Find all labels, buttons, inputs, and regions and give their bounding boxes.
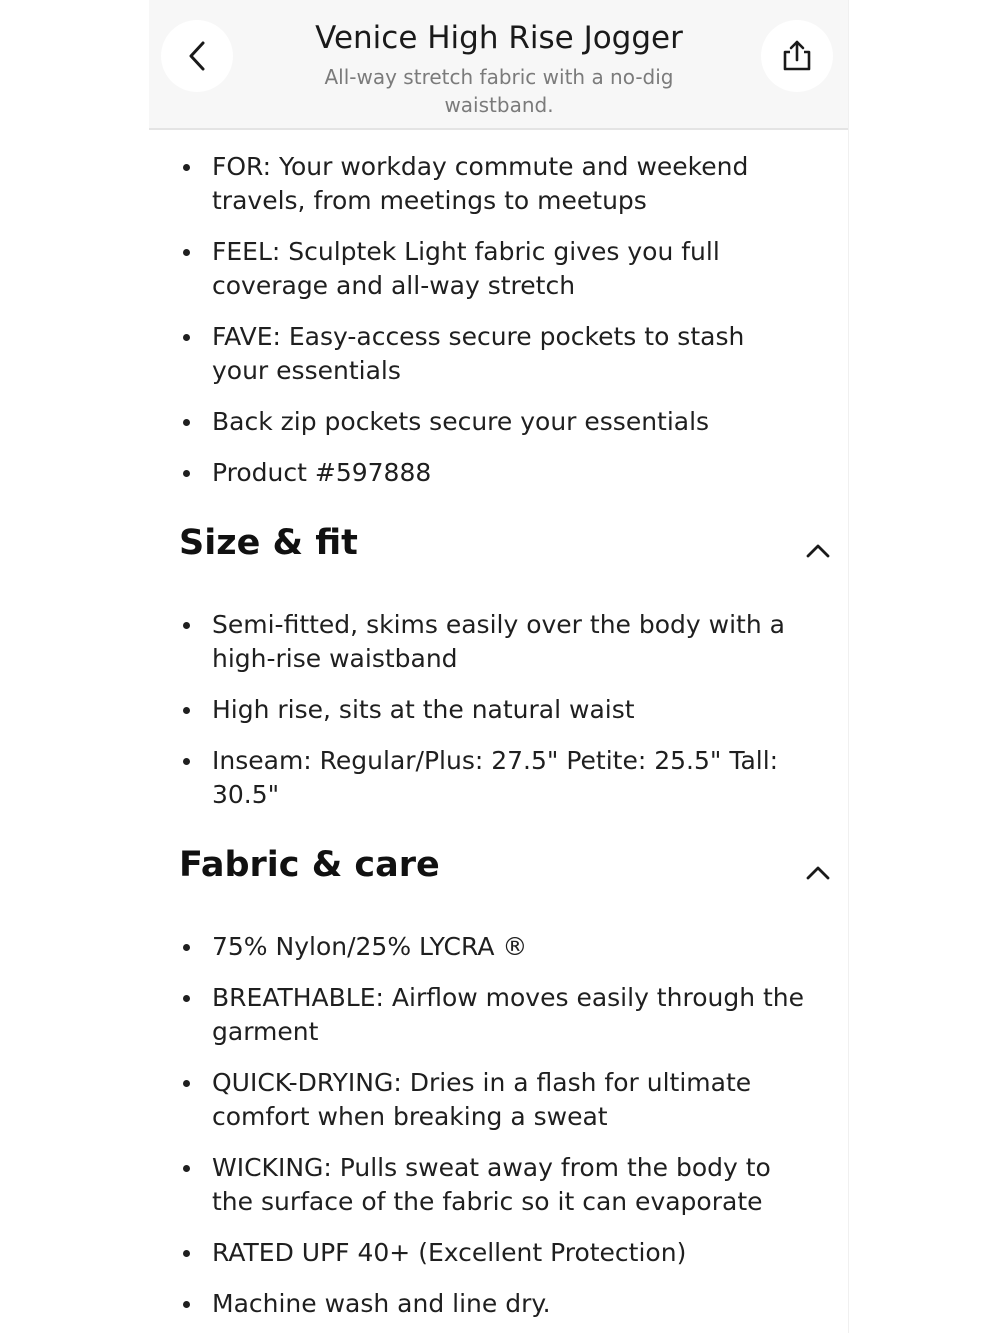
list-item: FEEL: Sculptek Light fabric gives you full coverage and all-way stretch (149, 235, 848, 303)
bullet-icon (183, 470, 190, 477)
bullet-icon (183, 1301, 190, 1308)
bullet-icon (183, 1250, 190, 1257)
list-item: WICKING: Pulls sweat away from the body to the surface of the fabric so it can evaporate (149, 1151, 848, 1219)
bullet-icon (183, 1080, 190, 1087)
list-item: 75% Nylon/25% LYCRA ® (149, 930, 848, 964)
bullet-icon (183, 334, 190, 341)
list-item: High rise, sits at the natural waist (149, 693, 848, 727)
list-item: Machine wash and line dry. (149, 1287, 848, 1321)
list-item: Inseam: Regular/Plus: 27.5" Petite: 25.5" Tall: 30.5" (149, 744, 848, 812)
fabric-care-list (149, 930, 848, 1321)
size-fit-title: Size & fit (179, 523, 358, 563)
list-item: Semi-fitted, skims easily over the body with a high-rise waistband (149, 608, 848, 676)
size-fit-list (149, 608, 848, 812)
back-button[interactable] (161, 20, 233, 92)
bullet-icon (183, 164, 190, 171)
product-details-screen (149, 0, 848, 1333)
bullet-icon (183, 944, 190, 951)
page-subtitle: All-way stretch fabric with a no-dig waistband. (324, 65, 674, 117)
features-list (149, 150, 848, 490)
header-bar (149, 0, 848, 130)
bullet-icon (183, 1165, 190, 1172)
fabric-care-collapse-button[interactable] (801, 856, 835, 890)
list-item: FOR: Your workday commute and weekend travels, from meetings to meetups (149, 150, 848, 218)
chevron-up-icon (805, 543, 831, 559)
fabric-care-section-header[interactable] (149, 834, 848, 896)
size-fit-collapse-button[interactable] (801, 534, 835, 568)
list-item: QUICK-DRYING: Dries in a flash for ultimate comfort when breaking a sweat (149, 1066, 848, 1134)
share-icon (780, 39, 814, 73)
chevron-left-icon (184, 39, 210, 73)
details-content (149, 150, 848, 1333)
list-item: Product #597888 (149, 456, 848, 490)
bullet-icon (183, 249, 190, 256)
size-fit-section-header[interactable] (149, 512, 848, 574)
chevron-up-icon (805, 865, 831, 881)
list-item: Back zip pockets secure your essentials (149, 405, 848, 439)
list-item: BREATHABLE: Airflow moves easily through the garment (149, 981, 848, 1049)
fabric-care-title: Fabric & care (179, 845, 440, 885)
bullet-icon (183, 707, 190, 714)
list-item: RATED UPF 40+ (Excellent Protection) (149, 1236, 848, 1270)
bullet-icon (183, 622, 190, 629)
bullet-icon (183, 419, 190, 426)
share-button[interactable] (761, 20, 833, 92)
bullet-icon (183, 995, 190, 1002)
bullet-icon (183, 758, 190, 765)
list-item: FAVE: Easy-access secure pockets to stash your essentials (149, 320, 848, 388)
page-title: Venice High Rise Jogger (315, 20, 683, 56)
screen-edge (848, 0, 849, 1333)
